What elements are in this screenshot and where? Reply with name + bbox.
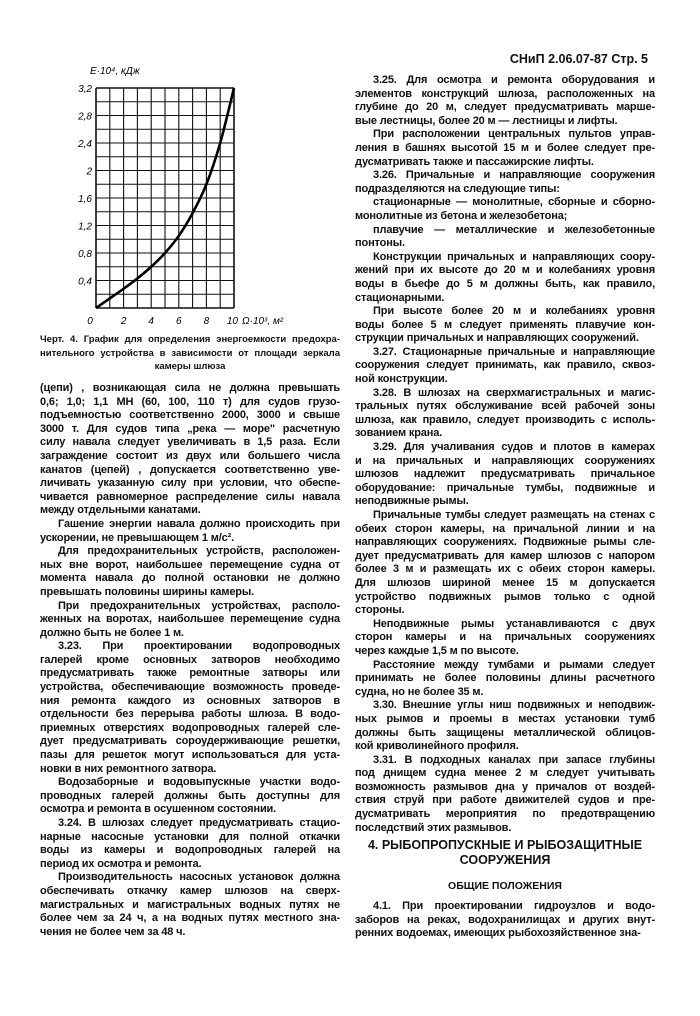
paragraph xyxy=(40,545,340,599)
text-line: При высоте более 20 м и колебаниях уровня xyxy=(373,305,655,318)
text-line: 3.29. Для учаливания судов и плотов в камерах xyxy=(373,441,655,454)
text-line: воды более 5 м следует применять плавучие кон- xyxy=(355,318,655,331)
x-tick-label: 10 xyxy=(226,316,238,327)
paragraph xyxy=(40,382,340,518)
text-line: 3000 т. Для судов типа „река — море" расчетную xyxy=(40,422,340,435)
text-line: предусматривать также ремонтные затворы или xyxy=(40,667,340,680)
text-line: и на причальных и направляющих сооружениях xyxy=(355,454,655,467)
text-line: устройство подвижных рымов только с одной xyxy=(355,590,655,603)
text-line: кой криволинейного профиля. xyxy=(355,740,519,753)
text-line: воды в бьефе до 5 м должны быть, как правило, xyxy=(355,277,655,290)
text-line: под днищем судна менее 2 м следует учитывать xyxy=(355,767,655,780)
text-line: более чем за 24 ч, а на водных путях местного зна- xyxy=(40,912,340,925)
text-line: дует предусматривать для камер шлюзов с напором xyxy=(355,549,655,562)
right-column-tail xyxy=(355,900,655,941)
text-line: силу навала следует увеличивать в 1,5 раза. Если xyxy=(40,436,340,449)
text-line: ных вне ворот, наибольшее перемещение судна от xyxy=(40,558,340,571)
text-line: приемных отверстиях водопроводных галерей сле- xyxy=(40,721,340,734)
text-line: воды из камеры и водопроводных галерей на xyxy=(40,844,340,857)
paragraph xyxy=(355,251,655,305)
paragraph xyxy=(355,128,655,169)
text-line: стационарные — монолитные, сборные и сборно- xyxy=(373,196,655,209)
y-tick-label: 0,8 xyxy=(78,249,92,260)
text-line: подразделяются на следующие типы: xyxy=(355,182,560,195)
caption-line: нительного устройства в зависимости от площади зеркала xyxy=(40,347,340,359)
text-line: чения не более чем за 48 ч. xyxy=(40,925,186,938)
paragraph xyxy=(355,387,655,441)
text-line: ных рымов и проемы в местах установки тумб xyxy=(355,712,655,725)
text-line: нарные насосные установки для полной откачки xyxy=(40,830,340,843)
text-line: 3.28. В шлюзах на сверхмагистральных и магис- xyxy=(373,386,655,399)
text-line: последствий этих размывов. xyxy=(355,821,512,834)
text-line: Причальные тумбы следует размещать на стенах с xyxy=(373,509,655,521)
text-line: 3.27. Стационарные причальные и направляющие xyxy=(373,345,655,358)
text-line: должно быть не более 1 м. xyxy=(40,626,184,639)
text-line: Неподвижные рымы устанавливаются с двух xyxy=(373,617,655,630)
paragraph xyxy=(355,618,655,659)
paragraph xyxy=(355,346,655,387)
caption-line: камеры шлюза xyxy=(154,361,226,373)
text-line: 4.1. При проектировании гидроузлов и водо- xyxy=(373,900,655,912)
text-line: чивается равномерное распределение силы навала xyxy=(40,490,340,503)
page-header: СНиП 2.06.07-87 Стр. 5 xyxy=(509,52,648,66)
paragraph xyxy=(40,640,340,776)
text-line: 0,6; 1,0; 1,1 МН (60, 100, 110 т) для судов грузо- xyxy=(40,395,340,408)
text-line: оборудование: причальные тумбы, подвижные и xyxy=(355,481,655,494)
paragraph xyxy=(355,659,655,700)
paragraph xyxy=(355,900,655,941)
y-tick-label: 0,4 xyxy=(78,276,92,288)
y-tick-label: 3,2 xyxy=(78,84,92,95)
text-line: 3.24. В шлюзах следует предусматривать стацио- xyxy=(58,817,340,829)
text-line: дует предусматривать сороудерживающие решетки, xyxy=(40,735,340,748)
text-line: элементов конструкций шлюза, расположенных на xyxy=(355,87,655,100)
x-tick-label: 6 xyxy=(176,316,182,327)
section-heading xyxy=(355,838,655,868)
right-column xyxy=(355,74,655,835)
paragraph xyxy=(40,871,340,939)
text-line: принимать не более половины длины расчетного xyxy=(355,672,655,685)
text-line: обеспечивать откачку камер шлюзов на сверх- xyxy=(40,884,340,897)
text-line: Для шлюзов шириной менее 15 м допускается xyxy=(355,576,655,589)
text-line: шлюзов надлежит предусматривать причальное xyxy=(355,468,655,481)
left-column xyxy=(40,382,340,939)
y-axis-label: E·10⁴, кДж xyxy=(90,66,140,77)
text-line: ренних водоемах, имеющих рыбохозяйственное зна- xyxy=(355,927,641,940)
text-line: монолитные из бетона и железобетона; xyxy=(355,209,568,222)
text-line: Расстояние между тумбами и рымами следует xyxy=(373,658,655,671)
text-line: более 3 м и размещать их с обеих сторон камеры. xyxy=(355,563,655,576)
text-line: 3.30. Внешние углы ниш подвижных и неподвиж- xyxy=(373,699,655,712)
section-heading-line: СООРУЖЕНИЯ xyxy=(459,853,551,867)
paragraph xyxy=(355,224,655,251)
paragraph xyxy=(355,754,655,836)
text-line: обеих сторон камеры, на причальной линии и на xyxy=(355,522,655,535)
text-line: через каждые 1,5 м по высоте. xyxy=(355,644,519,657)
text-line: неподвижные рымы. xyxy=(355,495,469,508)
text-line: глубине до 20 м, следует предусматривать марше- xyxy=(355,101,655,114)
text-line: личивать указанную силу при условии, что обеспе- xyxy=(40,477,340,490)
x-axis-label: Ω·10³, м² xyxy=(242,316,284,327)
text-line: Гашение энергии навала должно происходить при xyxy=(58,517,340,530)
text-line: При расположении центральных пультов управ- xyxy=(373,128,655,141)
text-line: вые лестницы, более 20 м — лестницы и лифты. xyxy=(355,114,618,127)
text-line: ствия струй при работе движителей судов и пре- xyxy=(355,794,655,807)
text-line: ной конструкции. xyxy=(355,373,448,386)
text-line: 3.25. Для осмотра и ремонта оборудования и xyxy=(373,74,655,86)
paragraph xyxy=(40,817,340,871)
paragraph xyxy=(355,441,655,509)
text-line: подъемностью соответственно 2000, 3000 и свыше xyxy=(40,409,340,422)
text-line: ления в башнях высотой 15 м и более следует пре- xyxy=(355,141,655,154)
text-line: устройства, обеспечивающие возможность проведе- xyxy=(40,681,340,694)
subsection-heading: ОБЩИЕ ПОЛОЖЕНИЯ xyxy=(448,880,562,892)
text-line: шлюза, как правило, следует производить с исполь- xyxy=(355,413,655,426)
text-line: стационарными. xyxy=(355,291,445,304)
text-line: стороны. xyxy=(355,604,405,617)
x-tick-label: 8 xyxy=(203,316,210,327)
text-line: сооружения следует принимать, как правило, сквоз- xyxy=(355,359,655,372)
text-line: дусматривать мероприятия по предотвращению xyxy=(355,808,655,821)
text-line: должны быть защищены металлической облицов- xyxy=(355,726,655,739)
paragraph xyxy=(355,74,655,128)
text-line: Конструкции причальных и направляющих соору- xyxy=(373,250,655,263)
paragraph xyxy=(40,776,340,817)
caption-line: Черт. 4. График для определения энергоемкости предохра- xyxy=(40,334,340,345)
text-line: дусматривать также и пассажирские лифты. xyxy=(355,155,594,168)
text-line: 3.23. При проектировании водопроводных xyxy=(58,640,340,653)
paragraph xyxy=(355,699,655,753)
text-line: При предохранительных устройствах, располо- xyxy=(58,599,340,612)
text-line: ния ремонта каждого из основных затворов в xyxy=(40,694,340,707)
text-line: (цепи) , возникающая сила не должна превышать xyxy=(40,382,340,394)
y-tick-label: 1,6 xyxy=(78,194,92,205)
text-line: понтоны. xyxy=(355,237,405,250)
y-tick-label: 2,8 xyxy=(78,111,92,123)
x-tick-label: 2 xyxy=(120,316,127,327)
text-line: пазы для решеток могут использоваться для уста- xyxy=(40,749,340,762)
text-line: между отдельными канатами. xyxy=(40,504,201,517)
text-line: 3.26. Причальные и направляющие сооружения xyxy=(373,169,655,182)
text-line: направляющих сооружениях. Подвижные рымы сле- xyxy=(355,536,655,549)
paragraph xyxy=(355,509,655,618)
text-line: заборов на реках, водохранилищах и других внут- xyxy=(355,913,655,926)
section-heading-line: 4. РЫБОПРОПУСКНЫЕ И РЫБОЗАЩИТНЫЕ xyxy=(367,838,643,852)
text-line: магистральных и магистральных водных путях не xyxy=(40,898,340,911)
text-line: сторон камеры и на причальных сооружениях xyxy=(355,631,655,644)
text-line: заграждение состоит из двух или большего числа xyxy=(40,449,340,462)
text-line: Водозаборные и водовыпускные участки водо- xyxy=(58,776,340,789)
text-line: канатов (цепей) , допускается соответственно уве- xyxy=(40,463,340,476)
text-line: осмотра и ремонта в осушенном состоянии. xyxy=(40,803,277,816)
paragraph xyxy=(355,196,655,223)
paragraph xyxy=(355,169,655,196)
text-line: женных на воротах, наибольшее перемещение судна xyxy=(40,613,340,626)
text-line: жений при их высоте до 20 м и колебаниях уровня xyxy=(355,264,655,277)
paragraph xyxy=(40,600,340,641)
text-line: период их осмотра и ремонта. xyxy=(40,857,202,870)
paragraph xyxy=(355,305,655,346)
y-tick-label: 2,4 xyxy=(78,139,92,150)
text-line: отдельности без перерыва работы шлюза. В водо- xyxy=(40,708,340,721)
figure-caption xyxy=(40,334,340,375)
text-line: момента навала до полной остановки не должно xyxy=(40,572,340,585)
text-line: Для предохранительных устройств, расположен- xyxy=(58,545,340,558)
y-tick-label: 1,2 xyxy=(78,221,92,233)
x-tick-label: 0 xyxy=(87,316,93,327)
energy-chart xyxy=(60,56,350,332)
text-line: тральных путях обслуживание всей рабочей зоны xyxy=(355,400,655,413)
text-line: возможность размывов дна у причалов от воздей- xyxy=(355,780,655,793)
text-line: струкции причальных и направляющих сооружений. xyxy=(355,332,639,345)
text-line: судна, но не более 35 м. xyxy=(355,685,484,698)
text-line: новки в них ремонтного затвора. xyxy=(40,762,217,775)
y-tick-label: 2 xyxy=(86,166,92,178)
x-tick-label: 4 xyxy=(148,316,154,327)
text-line: превышать половины ширины камеры. xyxy=(40,585,255,598)
text-line: Производительность насосных установок должна xyxy=(58,871,340,884)
text-line: галерей кроме основных затворов необходимо xyxy=(40,653,340,666)
text-line: зованием крана. xyxy=(355,427,443,440)
text-line: ускорении, не превышающем 1 м/с². xyxy=(40,531,234,544)
text-line: 3.31. В подходных каналах при запасе глубины xyxy=(373,753,655,766)
text-line: проводных галерей должны быть доступны для xyxy=(40,789,340,802)
paragraph xyxy=(40,518,340,545)
text-line: плавучие — металлические и железобетонные xyxy=(373,223,655,236)
